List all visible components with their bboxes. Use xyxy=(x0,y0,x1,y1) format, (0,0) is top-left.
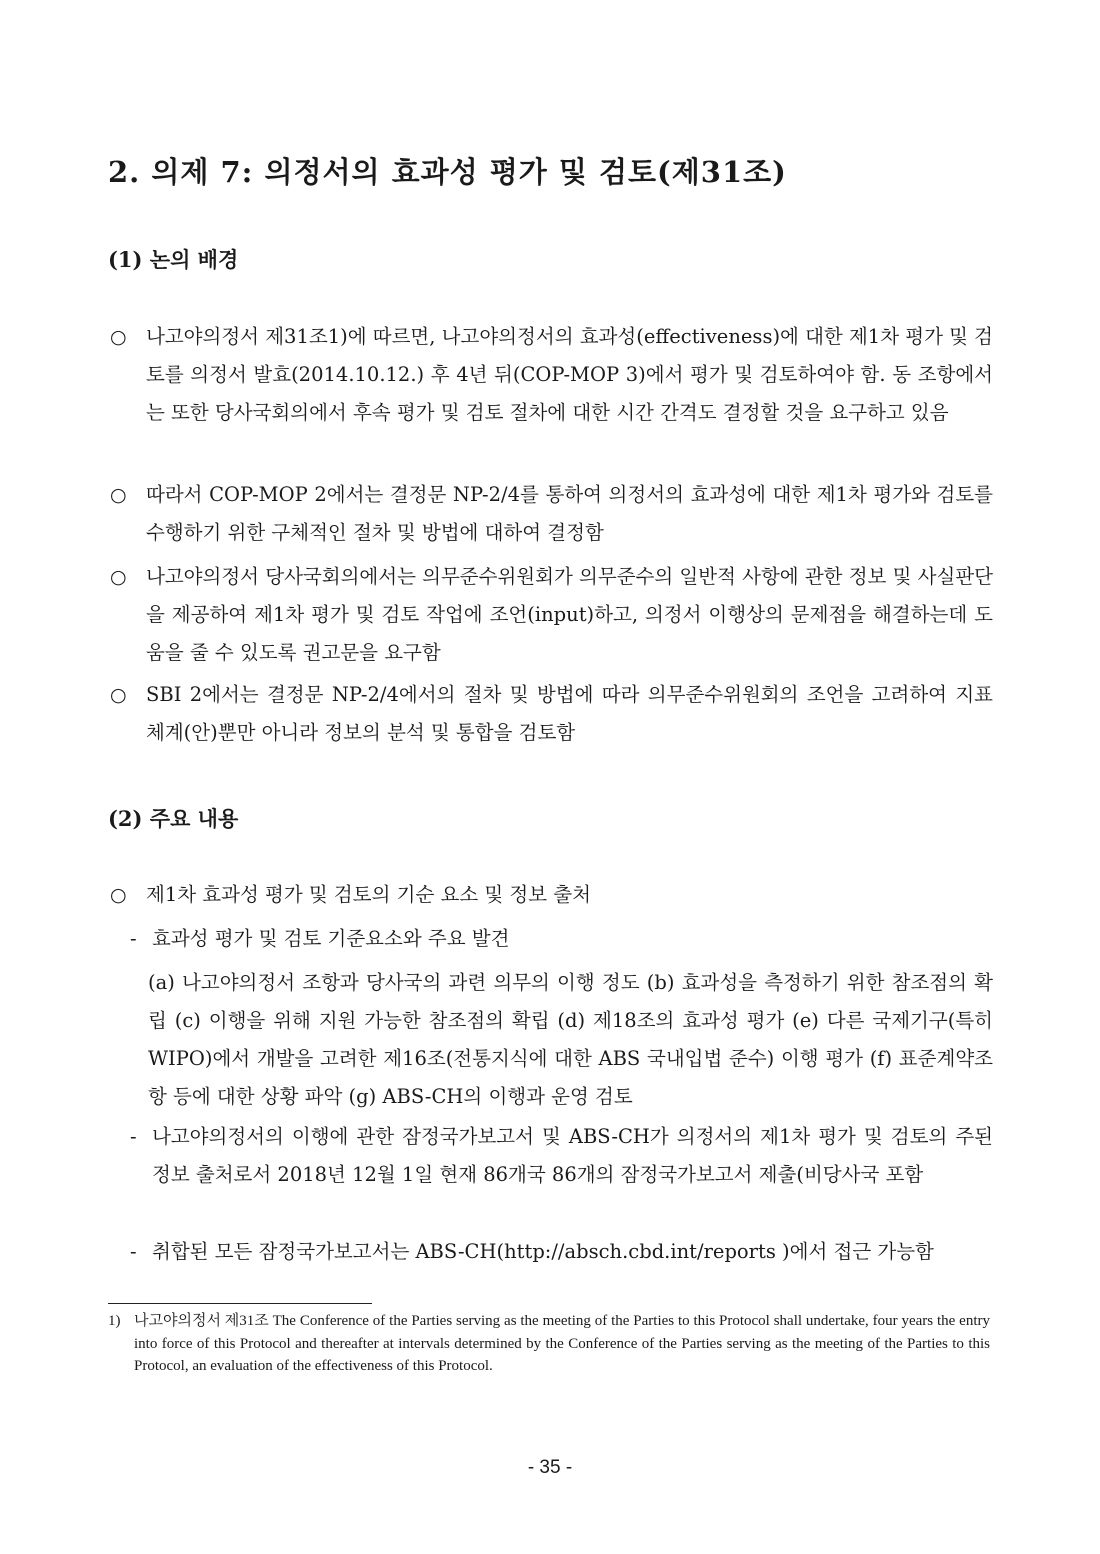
list-item xyxy=(108,318,993,432)
dash-icon: - xyxy=(130,927,137,950)
sub-item-text: 취합된 모든 잠정국가보고서는 ABS-CH(http://absch.cbd.int/reports )에서 접근 가능함 xyxy=(152,1240,934,1263)
section-heading-background: (1) 논의 배경 xyxy=(108,247,239,272)
footnote-number: 1) xyxy=(108,1313,121,1329)
dash-icon: - xyxy=(130,1125,137,1148)
dash-icon: - xyxy=(130,1240,137,1263)
list-item xyxy=(108,676,993,752)
sub-list-item xyxy=(130,1233,993,1271)
bullet-text: 제1차 효과성 평가 및 검토의 기순 요소 및 정보 출처 xyxy=(146,883,591,906)
list-item xyxy=(108,558,993,672)
bullet-text: 나고야의정서 제31조1)에 따르면, 나고야의정서의 효과성(effectiveness)에 대한 제1차 평가 및 검토를 의정서 발효(2014.10.12.) 후 4년 뒤(COP-MOP 3)에서 평가 및 검토하여야 함. 동 조항에서는 또한 당사국회의에서 후속 평가 및 검토 절차에 대한 시간 간격도 결정할 것을 요구하고 있음 xyxy=(146,325,993,424)
bullet-icon: ○ xyxy=(110,884,127,906)
sub-list-item xyxy=(130,920,990,958)
footnote-text: 나고야의정서 제31조 The Conference of the Parties serving as the meeting of the Parties to this Protocol shall undertake, four years the entry into force of this Protocol and thereafter at intervals determined by the Conference of the Parties serving as the meeting of the Parties to this Protocol, an evaluation of the effectiveness of this Protocol. xyxy=(134,1313,990,1374)
criteria-paragraph: (a) 나고야의정서 조항과 당사국의 과련 의무의 이행 정도 (b) 효과성을 측정하기 위한 참조점의 확립 (c) 이행을 위해 지원 가능한 참조점의 확립 (d) 제18조의 효과성 평가 (e) 다른 국제기구(특히 WIPO)에서 개발을 고려한 제16조(전통지식에 대한 ABS 국내입법 준수) 이행 평가 (f) 표준계약조항 등에 대한 상황 파악 (g) ABS-CH의 이행과 운영 검토 xyxy=(148,971,993,1108)
footnote-divider xyxy=(108,1303,372,1304)
bullet-icon: ○ xyxy=(110,326,127,348)
sub-list-item xyxy=(130,1118,993,1194)
page-title: 2. 의제 7: 의정서의 효과성 평가 및 검토(제31조) xyxy=(108,155,787,189)
sub-item-text: 나고야의정서의 이행에 관한 잠정국가보고서 및 ABS-CH가 의정서의 제1차 평가 및 검토의 주된 정보 출처로서 2018년 12월 1일 현재 86개국 86개의 잠정국가보고서 제출(비당사국 포함 xyxy=(152,1125,993,1186)
bullet-text: 따라서 COP-MOP 2에서는 결정문 NP-2/4를 통하여 의정서의 효과성에 대한 제1차 평가와 검토를 수행하기 위한 구체적인 절차 및 방법에 대하여 결정함 xyxy=(146,483,993,544)
bullet-text: SBI 2에서는 결정문 NP-2/4에서의 절차 및 방법에 따라 의무준수위원회의 조언을 고려하여 지표 체계(안)뿐만 아니라 정보의 분석 및 통합을 검토함 xyxy=(146,683,993,744)
list-item xyxy=(108,876,993,914)
bullet-text: 나고야의정서 당사국회의에서는 의무준수위원회가 의무준수의 일반적 사항에 관한 정보 및 사실판단을 제공하여 제1차 평가 및 검토 작업에 조언(input)하고, 의정서 이행상의 문제점을 해결하는데 도움을 줄 수 있도록 권고문을 요구함 xyxy=(146,565,993,664)
bullet-icon: ○ xyxy=(110,484,127,506)
list-item xyxy=(108,476,993,552)
footnote xyxy=(108,1310,990,1378)
section-heading-main-content: (2) 주요 내용 xyxy=(108,806,239,831)
page-number: - 35 - xyxy=(527,1457,573,1478)
sub-item-text: 효과성 평가 및 검토 기준요소와 주요 발견 xyxy=(152,927,510,950)
bullet-icon: ○ xyxy=(110,684,127,706)
bullet-icon: ○ xyxy=(110,566,127,588)
